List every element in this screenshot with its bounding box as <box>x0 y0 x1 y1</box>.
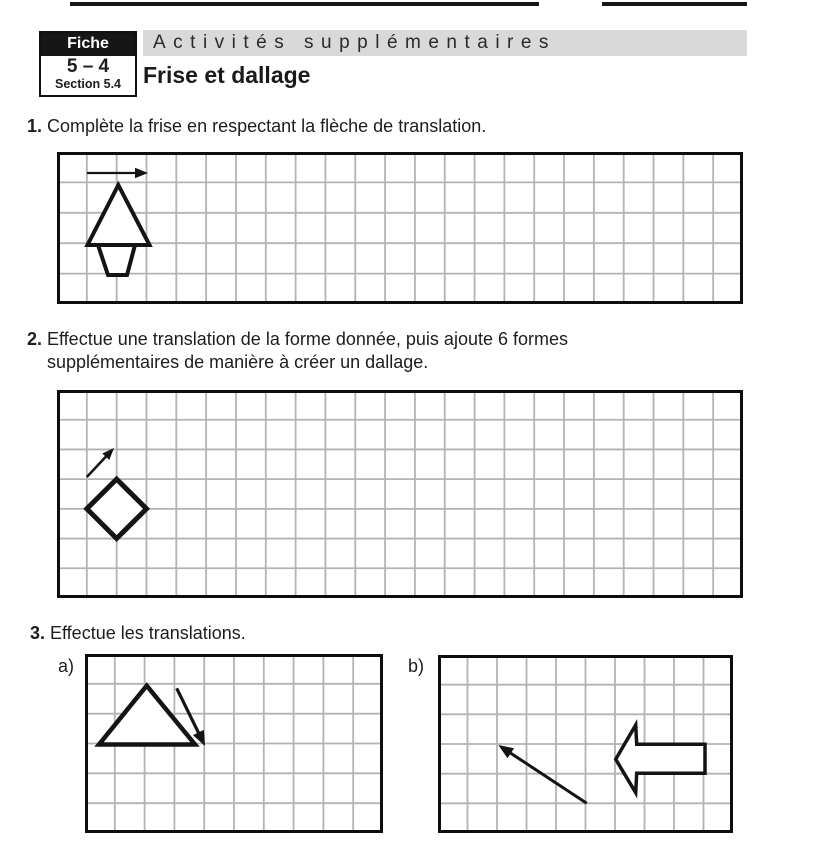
question-1 <box>27 115 486 138</box>
sub-question-b-label: b) <box>408 656 425 676</box>
translation-grid-b <box>438 655 733 833</box>
sub-question-a-label: a) <box>58 656 75 676</box>
page-title: Frise et dallage <box>143 62 311 88</box>
question-3 <box>30 622 246 645</box>
dallage-grid-svg <box>57 390 743 598</box>
question-2-line2: supplémentaires de manière à créer un dallage. <box>47 352 429 372</box>
question-2-number: 2. <box>27 329 43 349</box>
translation-grid-a-svg <box>85 654 383 833</box>
translation-grid-b-svg <box>438 655 733 833</box>
question-2-text <box>47 328 568 374</box>
fiche-section: Section 5.4 <box>55 76 121 91</box>
frise-grid-svg <box>57 152 743 304</box>
banner-text: Activités supplémentaires <box>153 32 556 53</box>
question-3-text: Effectue les translations. <box>50 623 246 643</box>
fiche-number: 5 – 4 <box>66 56 110 77</box>
question-3-number: 3. <box>30 623 46 643</box>
question-2 <box>27 328 568 374</box>
banner <box>143 30 747 56</box>
dallage-grid <box>57 390 743 598</box>
question-2-line1: Effectue une translation de la forme donnée, puis ajoute 6 formes <box>47 329 568 349</box>
question-1-number: 1. <box>27 116 43 136</box>
question-1-text: Complète la frise en respectant la flèche de translation. <box>47 116 487 136</box>
translation-grid-a <box>85 654 383 833</box>
top-rule-left <box>70 2 539 6</box>
fiche-box <box>39 31 137 97</box>
frise-grid <box>57 152 743 304</box>
top-rule-right <box>602 2 747 6</box>
fiche-label: Fiche <box>41 33 135 56</box>
